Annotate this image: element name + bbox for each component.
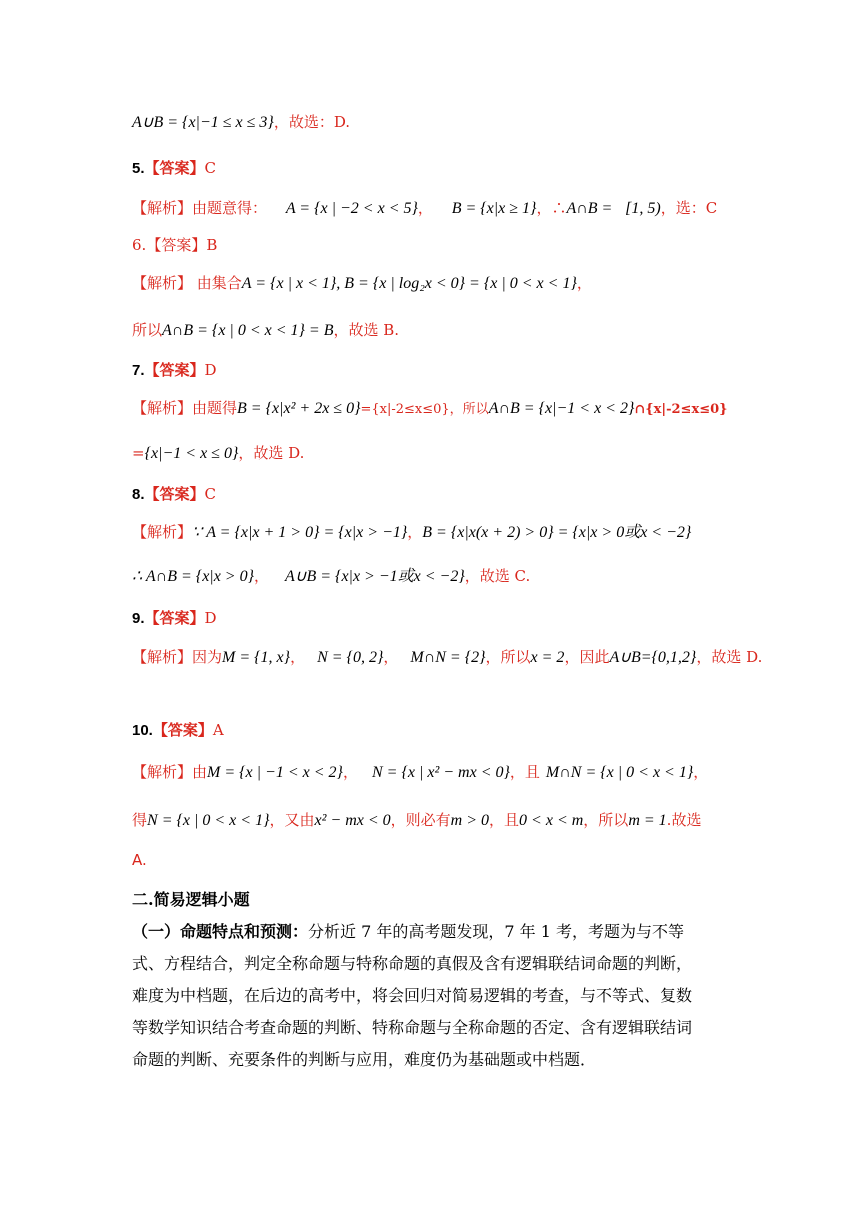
answer-value: A — [212, 721, 224, 739]
answer-tag: 【答案】 — [144, 159, 205, 177]
text: ， — [290, 648, 306, 666]
formula: {x|−1 < x ≤ 0} — [144, 445, 239, 462]
text: ，故选 B. — [333, 321, 400, 339]
text: ， — [407, 523, 423, 541]
formula: N = {x | 0 < x < 1} — [147, 812, 270, 829]
text: ， — [342, 763, 358, 781]
section-paragraph — [132, 916, 728, 1076]
analysis-tag: 【解析】 — [132, 523, 193, 541]
answer-tag: 【答案】 — [146, 236, 207, 254]
question-number: 10. — [132, 722, 153, 739]
analysis-tag: 【解析】 — [132, 199, 193, 217]
question-number: 8. — [132, 486, 145, 503]
question-number: 7. — [132, 362, 145, 379]
text: ，故选 D. — [696, 648, 763, 666]
answer-10-heading — [132, 720, 224, 741]
formula: M∩N = {2} — [410, 649, 486, 666]
formula: M = {1, x} — [222, 649, 291, 666]
text: ，∴ — [536, 199, 567, 217]
answer-6-heading — [132, 235, 217, 255]
text: ={x|-2≤x≤0}，所以 — [360, 402, 489, 417]
answer-tag: 【答案】 — [144, 361, 205, 379]
paragraph-line-1 — [132, 916, 728, 948]
formula: B = {x|x² + 2x ≤ 0} — [237, 400, 361, 417]
formula: N = {x | x² − mx < 0} — [371, 764, 510, 781]
text: ，所以 — [485, 648, 531, 666]
text: ∩{x|-2≤x≤0} — [634, 402, 728, 417]
formula: 0 < x < m — [519, 812, 584, 829]
text: ，故选：D. — [273, 113, 351, 131]
text: 由 — [192, 763, 208, 781]
text: ， — [693, 763, 709, 781]
text: .故选 — [666, 811, 702, 829]
answer-tag: 【答案】 — [144, 485, 205, 503]
analysis-tag: 【解析】 — [132, 763, 193, 781]
text: 所以 — [132, 321, 163, 339]
question-number: 9. — [132, 610, 145, 627]
formula: x = 2 — [530, 649, 565, 666]
answer-value: C — [204, 159, 217, 177]
answer-10-conclusion — [132, 810, 701, 831]
formula: x² − mx < 0 — [314, 812, 391, 829]
answer-4-conclusion — [132, 112, 350, 133]
text: ，故选 C. — [464, 567, 531, 585]
paragraph-lead: （一）命题特点和预测： — [132, 922, 309, 941]
answer-7-conclusion — [132, 443, 304, 464]
formula: B = {x|x ≥ 1} — [451, 200, 537, 217]
answer-tag: 【答案】 — [144, 609, 205, 627]
formula: N = {0, 2} — [317, 649, 384, 666]
answer-value: B — [206, 236, 218, 254]
analysis-tag: 【解析】 — [132, 399, 193, 417]
answer-5-heading — [132, 158, 216, 179]
answer-6-conclusion — [132, 320, 399, 341]
question-number: 6. — [132, 236, 147, 254]
text: = — [132, 444, 145, 462]
text: ，又由 — [269, 811, 315, 829]
formula: A∩B = {x | 0 < x < 1} = B — [162, 322, 334, 339]
answer-7-analysis — [132, 398, 728, 420]
formula: ∵ A = {x|x + 1 > 0} = {x|x > −1} — [192, 524, 408, 541]
paragraph-line-5: 命题的判断、充要条件的判断与应用，难度仍为基础题或中档题． — [132, 1050, 597, 1069]
answer-tag: 【答案】 — [152, 721, 213, 739]
analysis-tag: 【解析】 — [132, 648, 193, 666]
paragraph-line-4: 等数学知识结合考查命题的判断、特称命题与全称命题的否定、含有逻辑联结词 — [132, 1018, 693, 1037]
answer-value: D — [204, 609, 217, 627]
formula: B = {x|x(x + 2) > 0} = {x|x > 0或x < −2} — [422, 524, 692, 541]
formula: m = 1 — [628, 812, 667, 829]
analysis-tag: 【解析】 — [132, 274, 193, 292]
formula: A∪B = {x|x > −1或x < −2} — [285, 568, 465, 585]
text: ， — [417, 199, 433, 217]
answer-9-heading — [132, 608, 217, 629]
answer-8-analysis — [132, 522, 691, 543]
paragraph-line-3: 难度为中档题，在后边的高考中，将会回归对简易逻辑的考查，与不等式、复数 — [132, 986, 693, 1005]
paragraph-line-2: 式、方程结合，判定全称命题与特称命题的真假及含有逻辑联结词命题的判断， — [132, 954, 693, 973]
formula: m > 0 — [450, 812, 490, 829]
text: ，所以 — [583, 811, 629, 829]
text: 分析近 7 年的高考题发现，7 年 1 考，考题为与不等 — [308, 922, 684, 941]
formula: A = {x | x < 1}, B = {x | log₂x < 0} = {x | 0 < x < 1} — [241, 275, 577, 292]
section-heading: 二.简易逻辑小题 — [132, 890, 250, 909]
text: ，且 — [509, 763, 540, 781]
answer-10-tail — [132, 850, 147, 870]
answer-8-conclusion — [132, 566, 530, 587]
answer-5-analysis — [132, 198, 717, 219]
text: ，选：C — [660, 199, 718, 217]
text: ，则必有 — [390, 811, 451, 829]
formula: A∩B = {x|−1 < x < 2} — [488, 400, 635, 417]
formula: M = {x | −1 < x < 2} — [207, 764, 343, 781]
text: A. — [132, 851, 147, 869]
formula: [1, 5) — [625, 200, 661, 217]
text: ， — [253, 567, 269, 585]
formula: M∩N = {x | 0 < x < 1} — [545, 764, 694, 781]
answer-8-heading — [132, 484, 216, 505]
text: ，且 — [489, 811, 520, 829]
text: ， — [383, 648, 399, 666]
question-number: 5. — [132, 160, 145, 177]
text: 因为 — [192, 648, 223, 666]
formula: A = {x | −2 < x < 5} — [285, 200, 418, 217]
text: 由题得 — [192, 399, 238, 417]
text: ，因此 — [564, 648, 610, 666]
answer-10-analysis — [132, 762, 708, 783]
text: 得 — [132, 811, 148, 829]
answer-9-analysis — [132, 647, 762, 668]
formula: A∪B={0,1,2} — [609, 649, 697, 666]
answer-6-analysis — [132, 273, 592, 294]
text: ， — [576, 274, 592, 292]
formula: ∴ A∩B = {x|x > 0} — [132, 568, 254, 585]
answer-value: D — [204, 361, 217, 379]
text: ，故选 D. — [238, 444, 305, 462]
answer-value: C — [204, 485, 217, 503]
answer-7-heading — [132, 360, 217, 381]
text: 由题意得： — [192, 199, 268, 217]
formula: A∪B = {x|−1 ≤ x ≤ 3} — [132, 114, 274, 131]
formula: A∩B = — [566, 200, 613, 217]
text: 由集合 — [192, 274, 242, 292]
